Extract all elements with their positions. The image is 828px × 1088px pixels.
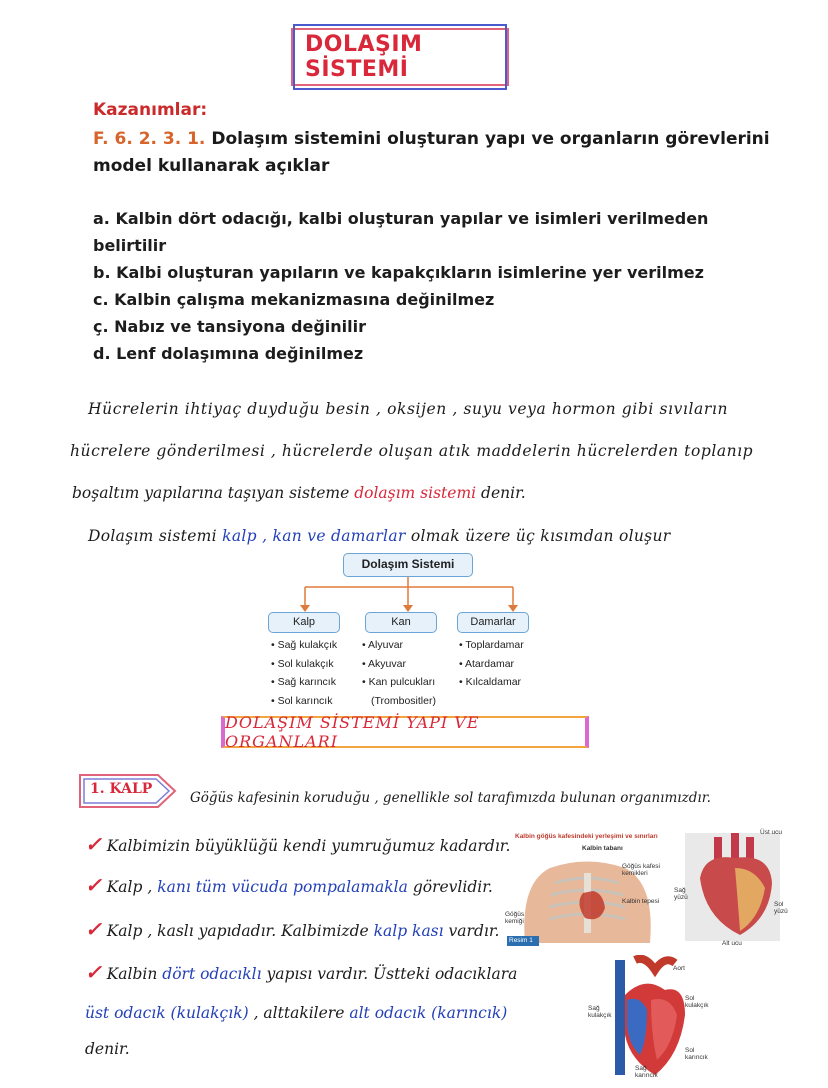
- kalp-bullet-4-b: yapısı vardır. Üstteki odacıklara: [266, 965, 518, 983]
- kalp-bullet-4-a: Kalbin: [106, 965, 158, 983]
- diagram-arrows: [260, 577, 560, 613]
- chest-illustration: [505, 833, 670, 948]
- list-item: • Sağ kulakçık: [271, 636, 337, 655]
- list-item: • Alyuvar: [362, 636, 436, 655]
- image3-label-sol-kulakcik: Sol kulakçık: [685, 995, 709, 1009]
- note-line4-blue: kalp , kan ve damarlar: [222, 527, 406, 545]
- note-line3-a: boşaltım yapılarına taşıyan sisteme: [72, 484, 350, 502]
- standard-line1: Dolaşım sistemini oluşturan yapı ve organların görevlerini: [211, 129, 770, 149]
- note-line2: hücrelere gönderilmesi , hücrelerde oluşan atık maddelerin hücrelerden toplanıp: [70, 442, 754, 460]
- list-item: • Atardamar: [459, 655, 524, 674]
- check-icon: ✓: [85, 873, 102, 897]
- image1-label-taban: Kalbin tabanı: [582, 845, 623, 852]
- section-title: DOLAŞIM SİSTEMİ YAPI VE ORGANLARI: [221, 716, 589, 748]
- objective-a-cont: belirtilir: [93, 236, 167, 255]
- image1-label-kafes: Göğüs kafesi kemikleri: [622, 863, 660, 877]
- kalp-tag: 1. KALP: [90, 781, 153, 797]
- note-line4-b: olmak üzere üç kısımdan oluşur: [410, 527, 671, 545]
- note-line4: [88, 527, 670, 545]
- heart-illustration: [674, 823, 790, 947]
- kalp-intro: Göğüs kafesinin koruduğu , genellikle sol tarafımızda bulunan organımızdır.: [190, 790, 711, 806]
- objective-c: c. Kalbin çalışma mekanizmasına değinilmez: [93, 290, 495, 309]
- objective-b: b. Kalbi oluşturan yapıların ve kapakçıkların isimlerine yer verilmez: [93, 263, 704, 282]
- kalp-cont-blue2: alt odacık (karıncık): [349, 1004, 508, 1022]
- objective-cc: ç. Nabız ve tansiyona değinilir: [93, 317, 366, 336]
- note-line3-b: denir.: [481, 484, 526, 502]
- note-line4-a: Dolaşım sistemi: [88, 527, 217, 545]
- list-item: • Sağ karıncık: [271, 673, 337, 692]
- kalp-bullet-2-a: Kalp ,: [106, 878, 153, 896]
- kalp-cont-blue1: üst odacık (kulakçık): [85, 1004, 249, 1022]
- image1-label-resim: Resim 1: [509, 937, 533, 944]
- diagram-branch-kan: Kan: [365, 612, 437, 633]
- diagram-branch-damarlar: Damarlar: [457, 612, 529, 633]
- kalp-cont: [85, 1004, 507, 1022]
- kalp-bullet-4-blue: dört odacıklı: [162, 965, 262, 983]
- list-item: • Sol karıncık: [271, 692, 337, 711]
- kazanimlar-label: Kazanımlar:: [93, 100, 208, 120]
- diagram-branch-kalp: Kalp: [268, 612, 340, 633]
- standard-line2: model kullanarak açıklar: [93, 156, 330, 176]
- list-item: • Kan pulcukları: [362, 673, 436, 692]
- image2-label-sol: Sol yüzü: [774, 901, 788, 915]
- diagram-root: Dolaşım Sistemi: [343, 553, 473, 577]
- kan-list: [362, 636, 436, 710]
- check-icon: ✓: [85, 832, 102, 856]
- kan-list-note: (Trombositler): [371, 694, 436, 707]
- image3-label-sol-karincik: Sol karıncık: [685, 1047, 708, 1061]
- image2-label-sag: Sağ yüzü: [674, 887, 688, 901]
- check-icon: ✓: [85, 917, 102, 941]
- list-item: • Akyuvar: [362, 655, 436, 674]
- kalp-bullet-1-text: Kalbimizin büyüklüğü kendi yumruğumuz kadardır.: [106, 837, 511, 855]
- image1-label-tepe: Kalbin tepesi: [622, 898, 660, 905]
- note-line3: [72, 484, 526, 502]
- heart-figure: [680, 823, 790, 945]
- kalp-bullet-2-blue: kanı tüm vücuda pompalamakla: [157, 878, 408, 896]
- image3-label-aort: Aort: [673, 965, 685, 972]
- kalp-bullet-2: [85, 873, 493, 897]
- kalp-list: [271, 636, 337, 710]
- kalp-bullet-4: [85, 960, 517, 984]
- standard-code: F. 6. 2. 3. 1.: [93, 129, 206, 149]
- kalp-bullet-1: [85, 832, 510, 856]
- kalp-bullet-3-b: vardır.: [448, 922, 500, 940]
- title-frame: [291, 28, 509, 86]
- kalp-bullet-3-blue: kalp kası: [373, 922, 444, 940]
- list-item: • Kılcaldamar: [459, 673, 524, 692]
- objective-d: d. Lenf dolaşımına değinilmez: [93, 344, 364, 363]
- kalp-bullet-3-a: Kalp , kaslı yapıdadır. Kalbimizde: [106, 922, 369, 940]
- image3-label-sag-kulakcik: Sağ kulakçık: [588, 1005, 612, 1019]
- objective-a: a. Kalbin dört odacığı, kalbi oluşturan yapılar ve isimleri verilmeden: [93, 209, 709, 228]
- image1-caption: Kalbin göğüs kafesindeki yerleşimi ve sınırları: [515, 833, 658, 840]
- note-line3-red: dolaşım sistemi: [354, 484, 477, 502]
- list-item: • Toplardamar: [459, 636, 524, 655]
- check-icon: ✓: [85, 960, 102, 984]
- damarlar-list: [459, 636, 524, 692]
- image2-label-ust: Üst ucu: [760, 829, 783, 836]
- image1-label-gogus: Göğüs kemiği: [505, 911, 525, 925]
- image2-label-alt: Alt ucu: [722, 940, 742, 947]
- heart-section-illustration: [585, 955, 735, 1083]
- kalp-bullet-2-b: görevlidir.: [412, 878, 493, 896]
- kalp-cont-end: denir.: [85, 1040, 130, 1058]
- page-title: DOLAŞIM SİSTEMİ: [293, 24, 507, 90]
- list-item: • Sol kulakçık: [271, 655, 337, 674]
- kalp-bullet-3: [85, 917, 499, 941]
- image3-label-sag-karincik: Sağ karıncık: [635, 1065, 658, 1079]
- heart-section-figure: [585, 955, 735, 1083]
- note-line1: Hücrelerin ihtiyaç duyduğu besin , oksijen , suyu veya hormon gibi sıvıların: [88, 400, 729, 418]
- standard-text: [93, 126, 773, 180]
- kalp-cont-mid: , alttakilere: [253, 1004, 345, 1022]
